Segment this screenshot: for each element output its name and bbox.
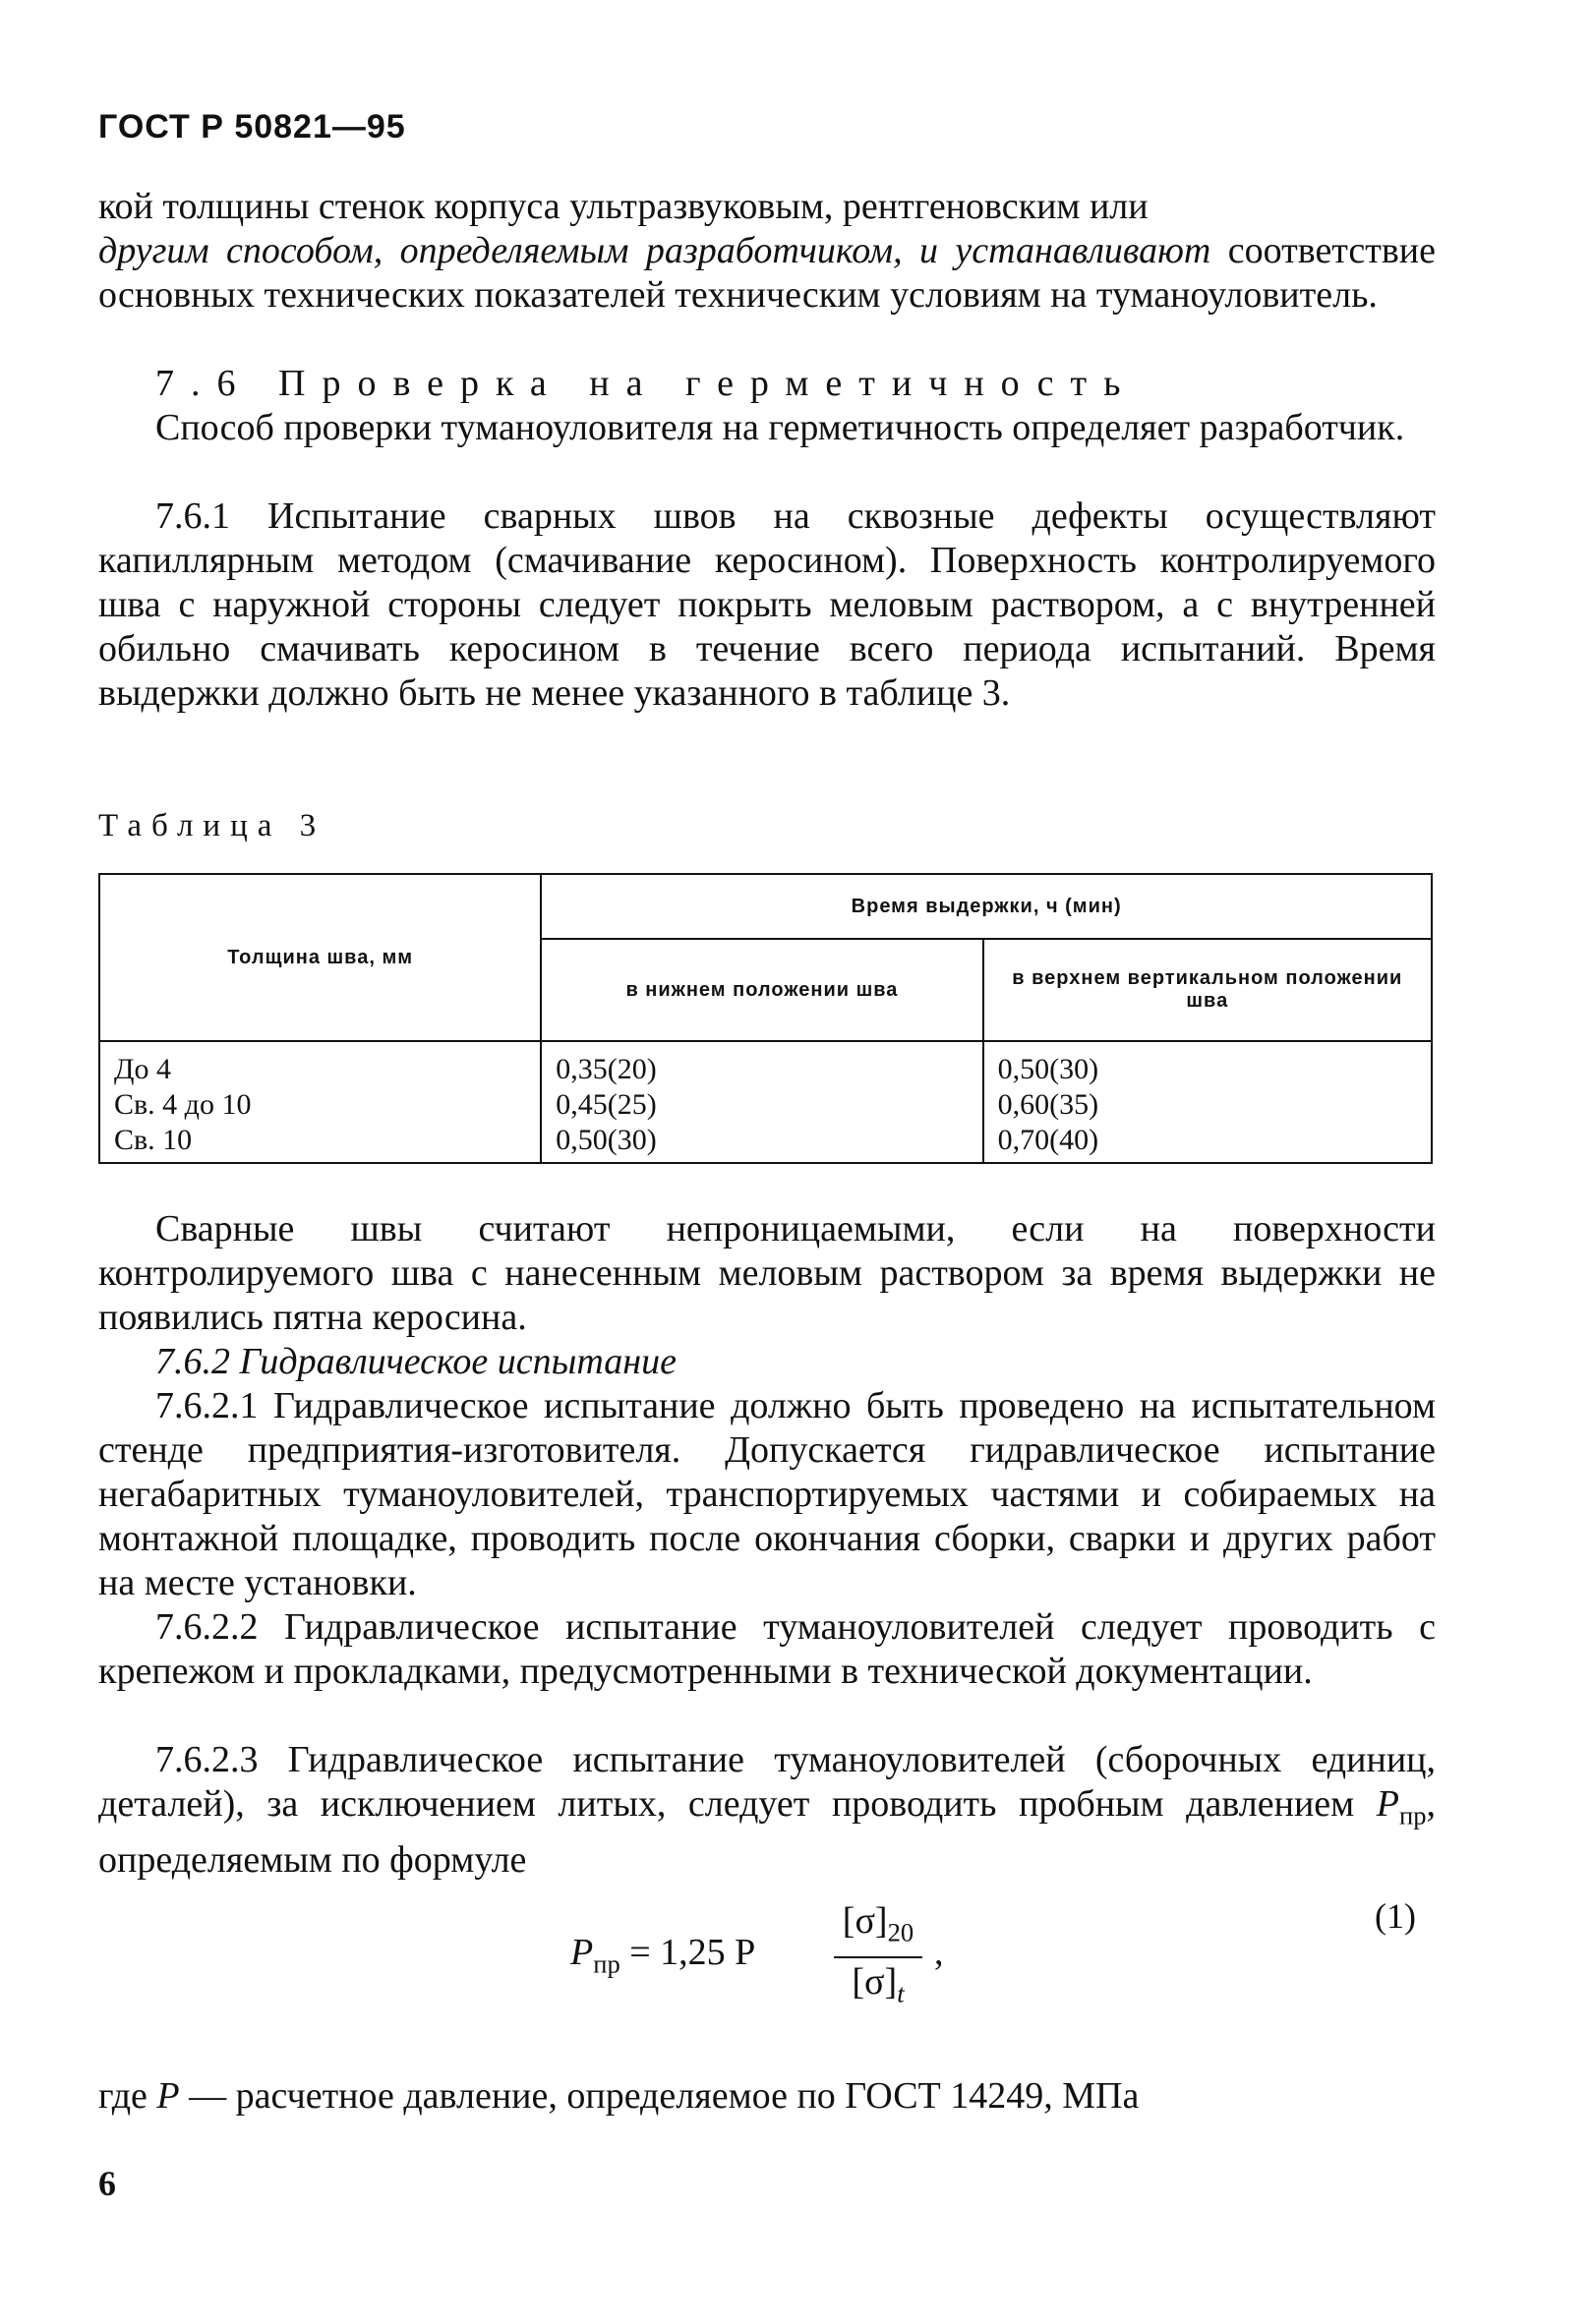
table-caption: Таблица 3 [98, 808, 326, 843]
section-7-6-2-1-text: 7.6.2.1 Гидравлическое испытание должно быть проведено на испытательном стенде предприятия-изготовителя. Допускается гидравлическое испытание негабаритных туманоуловителей, транспортируемых частями и собираемых на монтажной площадке, проводить после окончания сборки, сварки и других работ на месте установки. [98, 1385, 1436, 1603]
table-header-upper: в верхнем вертикальном положении шва [983, 939, 1432, 1041]
paragraph-rest: соответствие основных технических показателей техническим условиям на туманоуловитель. [98, 230, 1436, 316]
equation-number: (1) [1375, 1896, 1416, 1936]
table-header-time: Время выдержки, ч (мин) [541, 874, 1432, 939]
paragraph-line: кой толщины стенок корпуса ультразвуковым, рентгеновским или [98, 186, 1149, 227]
pressure-symbol: P [1376, 1783, 1399, 1825]
table-cell-thickness: До 4 [99, 1041, 541, 1087]
section-7-6-title: 7.6 Проверка на герметичность [155, 363, 1138, 404]
section-7-6-text: Способ проверки туманоуловителя на герметичность определяет разработчик. [155, 407, 1405, 448]
table-header-lower: в нижнем положении шва [541, 939, 982, 1041]
document-header: ГОСТ Р 50821—95 [98, 108, 406, 145]
section-7-6-2-title: 7.6.2 Гидравлическое испытание [155, 1341, 677, 1382]
fraction-bar [834, 1956, 922, 1958]
formula-fraction: $[\sigma]_{20}$ $[\sigma]_t$ [834, 1901, 922, 2012]
where-clause: где P — расчетное давление, определяемое по ГОСТ 14249, МПа [98, 2075, 1140, 2117]
formula-1: $P_{пр} = 1,25$ P $[\sigma]_{20}$ $[\sigma]_t$ , [570, 1897, 993, 2005]
table-cell-lower: 0,45(25) [541, 1087, 982, 1123]
page-number: 6 [98, 2164, 116, 2203]
section-7-6-2-3-text: 7.6.2.3 Гидравлическое испытание туманоуловителей (сборочных единиц, деталей), за исключением литых, следует проводить пробным давлением $P_{пр}$, определяемым по формуле [98, 1739, 1437, 1881]
table-cell-thickness: Св. 4 до 10 [99, 1087, 541, 1123]
table-cell-lower: 0,50(30) [541, 1123, 982, 1163]
paragraph-italic-line: другим способом, определяемым разработчиком, и устанавливают [98, 230, 1211, 271]
paragraph-wall-thickness [98, 185, 1436, 318]
table-row [99, 1087, 1432, 1123]
table-cell-upper: 0,70(40) [983, 1123, 1432, 1163]
table-cell-lower: 0,35(20) [541, 1041, 982, 1087]
table-row [99, 1123, 1432, 1163]
table-cell-upper: 0,50(30) [983, 1041, 1432, 1087]
table-cell-upper: 0,60(35) [983, 1087, 1432, 1123]
table-header-thickness: Толщина шва, мм [99, 874, 541, 1041]
table-cell-thickness: Св. 10 [99, 1123, 541, 1163]
section-7-6-2-2-text: 7.6.2.2 Гидравлическое испытание туманоуловителей следует проводить с крепежом и прокладками, предусмотренными в технической документации. [98, 1606, 1436, 1692]
paragraph-after-table: Сварные швы считают непроницаемыми, если на поверхности контролируемого шва с нанесенным меловым раствором за время выдержки не появились пятна керосина. [98, 1208, 1436, 1338]
table-row [99, 1041, 1432, 1087]
section-7-6-1-text: 7.6.1 Испытание сварных швов на сквозные дефекты осуществляют капиллярным методом (смачивание керосином). Поверхность контролируемого шва с наружной стороны следует покрыть меловым раствором, а с внутренней обильно смачивать керосином в течение всего периода испытаний. Время выдержки должно быть не менее указанного в таблице 3. [98, 495, 1436, 714]
table-3 [98, 873, 1433, 1164]
